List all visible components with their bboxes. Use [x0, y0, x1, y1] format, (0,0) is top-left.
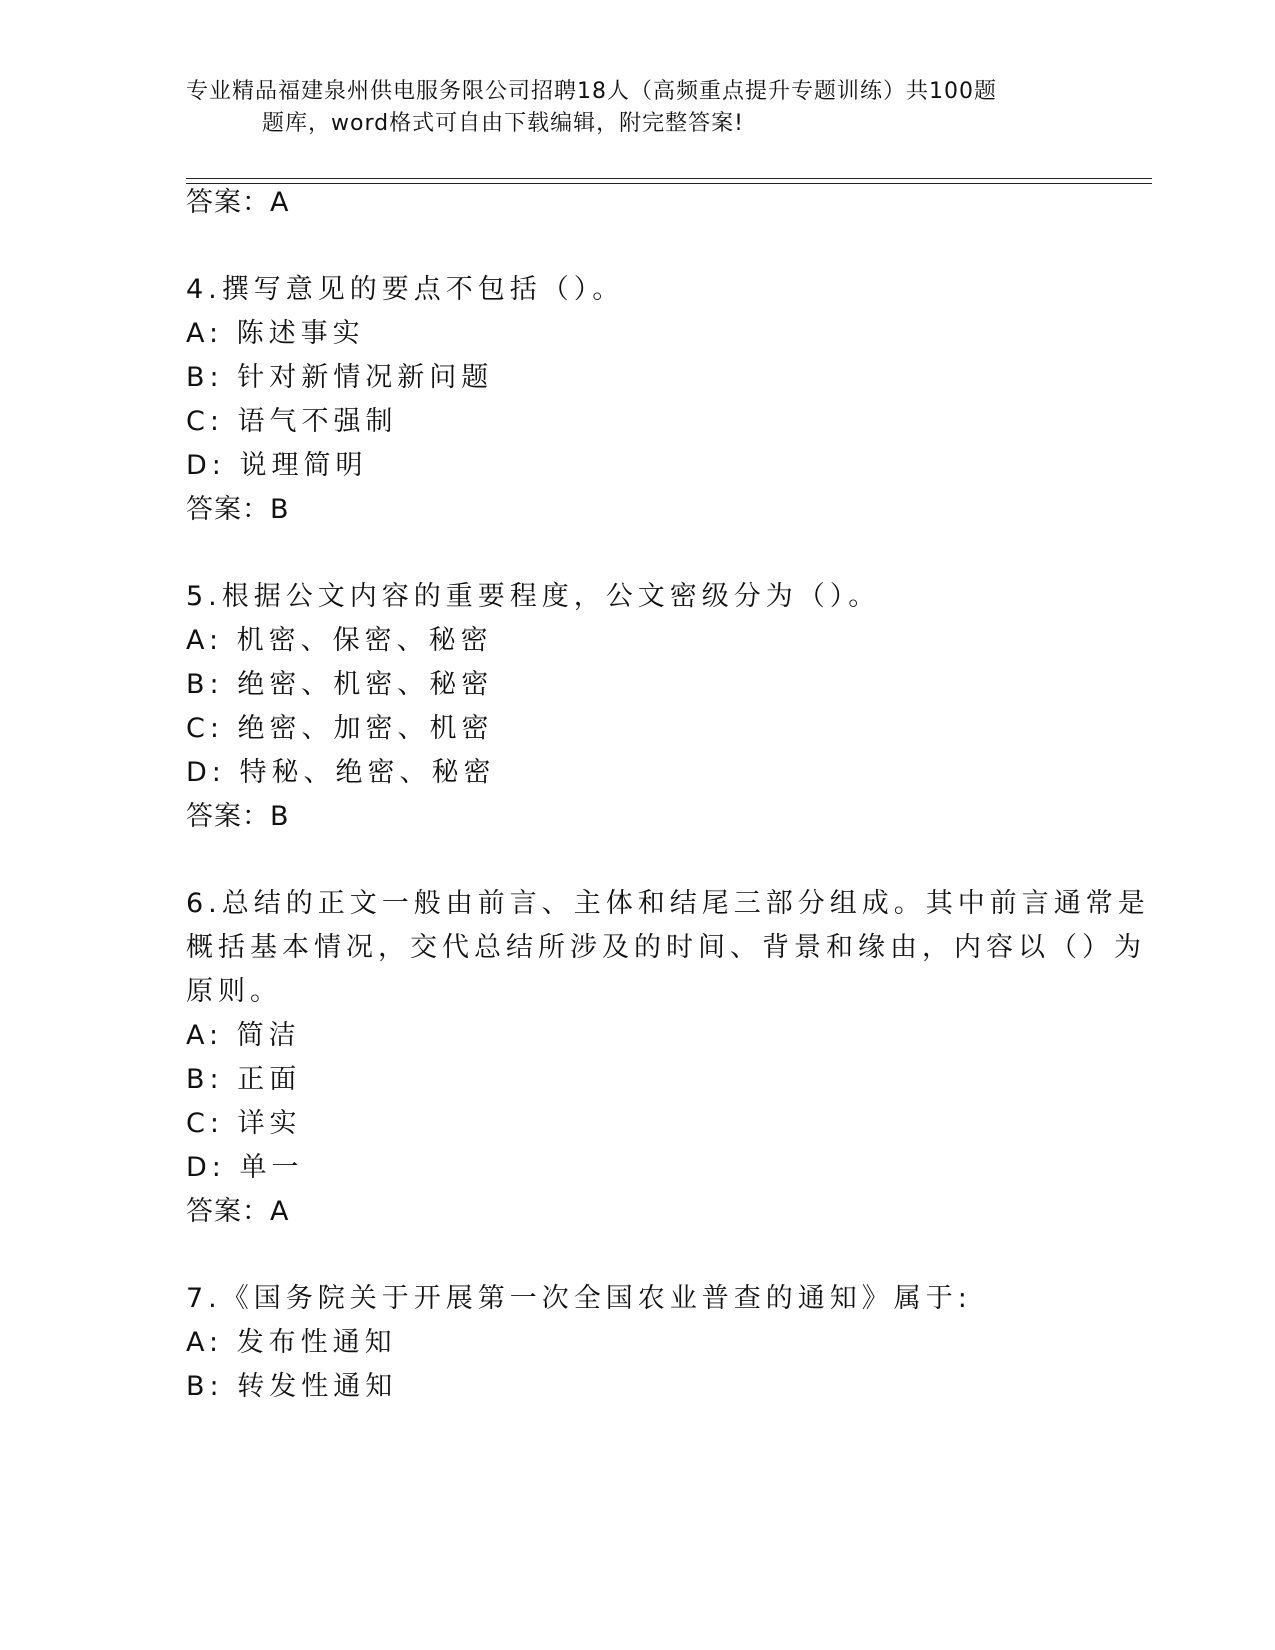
question-7-text: 7.《国务院关于开展第一次全国农业普查的通知》属于:	[186, 1283, 972, 1314]
question-4-option-a: A: 陈述事实	[186, 318, 365, 349]
question-7-option-b: B: 转发性通知	[186, 1371, 398, 1402]
question-5-answer: 答案：B	[186, 801, 290, 832]
question-4-text: 4.撰写意见的要点不包括（）。	[186, 274, 625, 305]
header-rule-bottom	[186, 183, 1152, 184]
previous-answer: 答案：A	[186, 187, 290, 218]
header-line-2: 题库，word格式可自由下载编辑，附完整答案!	[262, 111, 744, 136]
question-5-option-a: A: 机密、保密、秘密	[186, 625, 493, 656]
question-4-option-b: B: 针对新情况新问题	[186, 362, 494, 393]
question-5-text: 5.根据公文内容的重要程度，公文密级分为（）。	[186, 581, 881, 612]
question-6-answer: 答案：A	[186, 1196, 290, 1227]
header-rule-top	[186, 178, 1152, 179]
question-4-answer: 答案：B	[186, 494, 290, 525]
question-6-text-line-3: 原则。	[186, 976, 282, 1007]
question-6-option-d: D: 单一	[186, 1152, 304, 1183]
question-6-option-b: B: 正面	[186, 1064, 302, 1095]
question-7-option-a: A: 发布性通知	[186, 1327, 397, 1358]
header-line-1: 专业精品福建泉州供电服务限公司招聘18人（高频重点提升专题训练）共100题	[186, 79, 997, 104]
question-6-option-c: C: 详实	[186, 1108, 302, 1139]
question-5-option-d: D: 特秘、绝密、秘密	[186, 757, 496, 788]
question-6-option-a: A: 简洁	[186, 1020, 301, 1051]
question-5-option-b: B: 绝密、机密、秘密	[186, 669, 494, 700]
question-4-option-c: C: 语气不强制	[186, 406, 398, 437]
document-header	[186, 76, 1086, 140]
question-5-option-c: C: 绝密、加密、机密	[186, 713, 494, 744]
question-6-text-line-2: 概括基本情况，交代总结所涉及的时间、背景和缘由，内容以（）为	[186, 932, 1146, 963]
question-6-text-line-1: 6.总结的正文一般由前言、主体和结尾三部分组成。其中前言通常是	[186, 888, 1150, 919]
question-4-option-d: D: 说理简明	[186, 450, 368, 481]
